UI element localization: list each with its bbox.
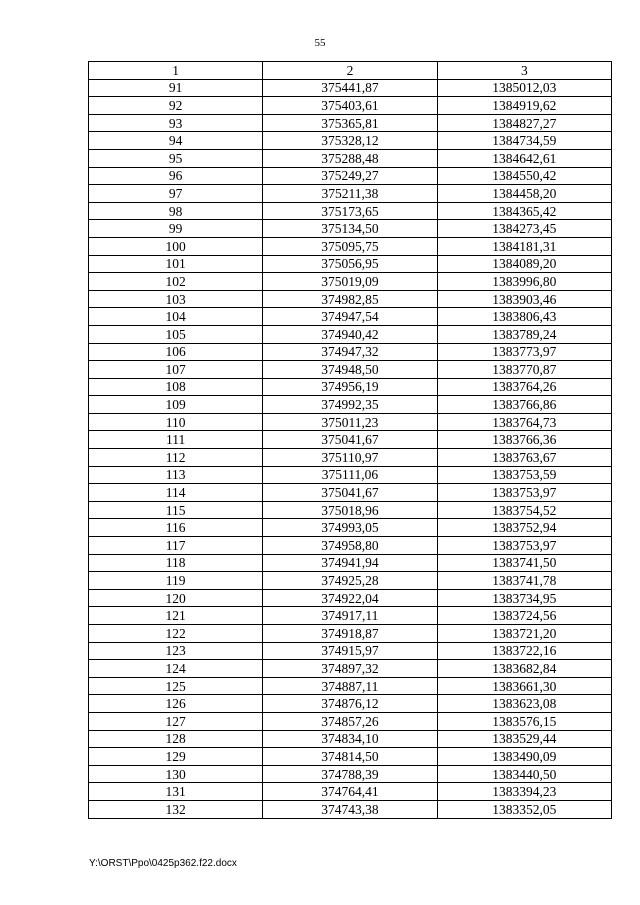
coordinate-x-cell: 374764,41 (263, 783, 437, 801)
point-number-cell: 123 (89, 642, 263, 660)
coordinate-x-cell: 374788,39 (263, 765, 437, 783)
point-number-cell: 95 (89, 149, 263, 167)
point-number-cell: 116 (89, 519, 263, 537)
coordinate-x-cell: 375288,48 (263, 149, 437, 167)
coordinate-y-cell: 1383752,94 (437, 519, 611, 537)
table-row (89, 589, 612, 607)
point-number-cell: 92 (89, 97, 263, 115)
point-number-cell: 108 (89, 378, 263, 396)
page-number: 55 (314, 37, 326, 49)
coordinate-x-cell: 375173,65 (263, 202, 437, 220)
point-number-cell: 111 (89, 431, 263, 449)
table-row (89, 325, 612, 343)
table-row (89, 501, 612, 519)
coordinate-y-cell: 1384827,27 (437, 114, 611, 132)
coordinate-x-cell: 374958,80 (263, 537, 437, 555)
point-number-cell: 122 (89, 625, 263, 643)
table-row (89, 607, 612, 625)
point-number-cell: 99 (89, 220, 263, 238)
table-row (89, 730, 612, 748)
coordinate-y-cell: 1384734,59 (437, 132, 611, 150)
point-number-cell: 118 (89, 554, 263, 572)
table-row (89, 677, 612, 695)
point-number-cell: 117 (89, 537, 263, 555)
coordinate-x-cell: 375041,67 (263, 431, 437, 449)
point-number-cell: 121 (89, 607, 263, 625)
point-number-cell: 98 (89, 202, 263, 220)
coordinate-x-cell: 374918,87 (263, 625, 437, 643)
table-row (89, 537, 612, 555)
point-number-cell: 100 (89, 237, 263, 255)
point-number-cell: 110 (89, 413, 263, 431)
coordinate-y-cell: 1383763,67 (437, 449, 611, 467)
coordinate-y-cell: 1383734,95 (437, 589, 611, 607)
coordinate-x-cell: 374876,12 (263, 695, 437, 713)
table-row (89, 695, 612, 713)
coordinate-y-cell: 1383766,36 (437, 431, 611, 449)
coordinate-x-cell: 374956,19 (263, 378, 437, 396)
point-number-cell: 126 (89, 695, 263, 713)
point-number-cell: 120 (89, 589, 263, 607)
coordinate-y-cell: 1383754,52 (437, 501, 611, 519)
coordinate-y-cell: 1383490,09 (437, 748, 611, 766)
coordinate-x-cell: 375403,61 (263, 97, 437, 115)
point-number-cell: 93 (89, 114, 263, 132)
table-row (89, 361, 612, 379)
coordinate-y-cell: 1383806,43 (437, 308, 611, 326)
table-row (89, 519, 612, 537)
coordinate-y-cell: 1384089,20 (437, 255, 611, 273)
coordinate-x-cell: 374947,32 (263, 343, 437, 361)
table-row (89, 114, 612, 132)
point-number-cell: 107 (89, 361, 263, 379)
point-number-cell: 124 (89, 660, 263, 678)
coordinate-x-cell: 374925,28 (263, 572, 437, 590)
coordinate-x-cell: 375441,87 (263, 79, 437, 97)
coordinate-x-cell: 375095,75 (263, 237, 437, 255)
table-row (89, 466, 612, 484)
coordinate-x-cell: 375110,97 (263, 449, 437, 467)
coordinate-y-cell: 1383721,20 (437, 625, 611, 643)
table-row (89, 132, 612, 150)
coordinate-x-cell: 375111,06 (263, 466, 437, 484)
point-number-cell: 131 (89, 783, 263, 801)
coordinate-y-cell: 1383682,84 (437, 660, 611, 678)
point-number-cell: 106 (89, 343, 263, 361)
coordinate-y-cell: 1383770,87 (437, 361, 611, 379)
table-row (89, 783, 612, 801)
column-header-2: 2 (263, 62, 437, 80)
point-number-cell: 91 (89, 79, 263, 97)
coordinate-y-cell: 1383352,05 (437, 800, 611, 818)
coordinate-y-cell: 1383764,26 (437, 378, 611, 396)
coordinate-x-cell: 375365,81 (263, 114, 437, 132)
table-row (89, 642, 612, 660)
table-row (89, 343, 612, 361)
coordinate-y-cell: 1384273,45 (437, 220, 611, 238)
footer-file-path: Y:\ORST\Ppo\0425p362.f22.docx (89, 858, 237, 869)
coordinate-x-cell: 374915,97 (263, 642, 437, 660)
coordinate-x-cell: 374743,38 (263, 800, 437, 818)
point-number-cell: 132 (89, 800, 263, 818)
table-row (89, 273, 612, 291)
table-row (89, 413, 612, 431)
coordinate-y-cell: 1385012,03 (437, 79, 611, 97)
coordinate-y-cell: 1383529,44 (437, 730, 611, 748)
coordinate-x-cell: 375056,95 (263, 255, 437, 273)
table-row (89, 202, 612, 220)
point-number-cell: 97 (89, 185, 263, 203)
coordinate-x-cell: 374948,50 (263, 361, 437, 379)
point-number-cell: 119 (89, 572, 263, 590)
point-number-cell: 129 (89, 748, 263, 766)
point-number-cell: 112 (89, 449, 263, 467)
coordinate-x-cell: 374857,26 (263, 712, 437, 730)
coordinate-x-cell: 375328,12 (263, 132, 437, 150)
table-row (89, 554, 612, 572)
coordinate-x-cell: 374993,05 (263, 519, 437, 537)
table-row (89, 255, 612, 273)
coordinate-x-cell: 374947,54 (263, 308, 437, 326)
point-number-cell: 104 (89, 308, 263, 326)
coordinate-y-cell: 1383394,23 (437, 783, 611, 801)
coordinate-x-cell: 375018,96 (263, 501, 437, 519)
table-row (89, 378, 612, 396)
coordinate-y-cell: 1383724,56 (437, 607, 611, 625)
coordinate-x-cell: 374992,35 (263, 396, 437, 414)
table-row (89, 765, 612, 783)
coordinate-y-cell: 1383741,78 (437, 572, 611, 590)
table-header-row (89, 62, 612, 80)
table-row (89, 290, 612, 308)
point-number-cell: 102 (89, 273, 263, 291)
coordinate-y-cell: 1383996,80 (437, 273, 611, 291)
coordinate-y-cell: 1383753,97 (437, 484, 611, 502)
coordinate-x-cell: 374982,85 (263, 290, 437, 308)
coordinate-y-cell: 1383789,24 (437, 325, 611, 343)
table-row (89, 396, 612, 414)
column-header-1: 1 (89, 62, 263, 80)
point-number-cell: 113 (89, 466, 263, 484)
coordinate-x-cell: 374940,42 (263, 325, 437, 343)
table-row (89, 712, 612, 730)
coordinate-x-cell: 374917,11 (263, 607, 437, 625)
point-number-cell: 105 (89, 325, 263, 343)
coordinate-x-cell: 374922,04 (263, 589, 437, 607)
point-number-cell: 96 (89, 167, 263, 185)
coordinate-x-cell: 375041,67 (263, 484, 437, 502)
table-row (89, 220, 612, 238)
table-row (89, 308, 612, 326)
table-row (89, 237, 612, 255)
coordinate-x-cell: 374887,11 (263, 677, 437, 695)
coordinate-y-cell: 1384458,20 (437, 185, 611, 203)
point-number-cell: 94 (89, 132, 263, 150)
table-row (89, 167, 612, 185)
coordinate-x-cell: 374814,50 (263, 748, 437, 766)
coordinate-y-cell: 1383623,08 (437, 695, 611, 713)
point-number-cell: 130 (89, 765, 263, 783)
table-row (89, 97, 612, 115)
coordinates-table (88, 61, 612, 819)
coordinate-y-cell: 1383766,86 (437, 396, 611, 414)
table-body (89, 79, 612, 818)
coordinate-y-cell: 1383741,50 (437, 554, 611, 572)
coordinate-x-cell: 374834,10 (263, 730, 437, 748)
point-number-cell: 114 (89, 484, 263, 502)
column-header-3: 3 (437, 62, 611, 80)
coordinate-x-cell: 374941,94 (263, 554, 437, 572)
coordinate-y-cell: 1384550,42 (437, 167, 611, 185)
point-number-cell: 101 (89, 255, 263, 273)
coordinate-x-cell: 375011,23 (263, 413, 437, 431)
point-number-cell: 128 (89, 730, 263, 748)
coordinate-y-cell: 1383773,97 (437, 343, 611, 361)
point-number-cell: 103 (89, 290, 263, 308)
coordinate-y-cell: 1383753,97 (437, 537, 611, 555)
table-row (89, 185, 612, 203)
table-row (89, 149, 612, 167)
coordinate-y-cell: 1383764,73 (437, 413, 611, 431)
point-number-cell: 115 (89, 501, 263, 519)
coordinate-x-cell: 375211,38 (263, 185, 437, 203)
table-row (89, 800, 612, 818)
coordinate-y-cell: 1383440,50 (437, 765, 611, 783)
point-number-cell: 127 (89, 712, 263, 730)
coordinate-y-cell: 1384365,42 (437, 202, 611, 220)
point-number-cell: 125 (89, 677, 263, 695)
table-row (89, 625, 612, 643)
coordinate-y-cell: 1383903,46 (437, 290, 611, 308)
coordinate-y-cell: 1384181,31 (437, 237, 611, 255)
coordinate-y-cell: 1383661,30 (437, 677, 611, 695)
coordinate-y-cell: 1383753,59 (437, 466, 611, 484)
coordinate-y-cell: 1384642,61 (437, 149, 611, 167)
table-row (89, 748, 612, 766)
coordinate-x-cell: 374897,32 (263, 660, 437, 678)
coordinate-x-cell: 375249,27 (263, 167, 437, 185)
coordinate-y-cell: 1383722,16 (437, 642, 611, 660)
coordinate-x-cell: 375134,50 (263, 220, 437, 238)
table-row (89, 660, 612, 678)
table-row (89, 484, 612, 502)
point-number-cell: 109 (89, 396, 263, 414)
table-row (89, 431, 612, 449)
table-row (89, 449, 612, 467)
table-row (89, 79, 612, 97)
table-row (89, 572, 612, 590)
coordinate-y-cell: 1384919,62 (437, 97, 611, 115)
coordinate-y-cell: 1383576,15 (437, 712, 611, 730)
coordinate-x-cell: 375019,09 (263, 273, 437, 291)
